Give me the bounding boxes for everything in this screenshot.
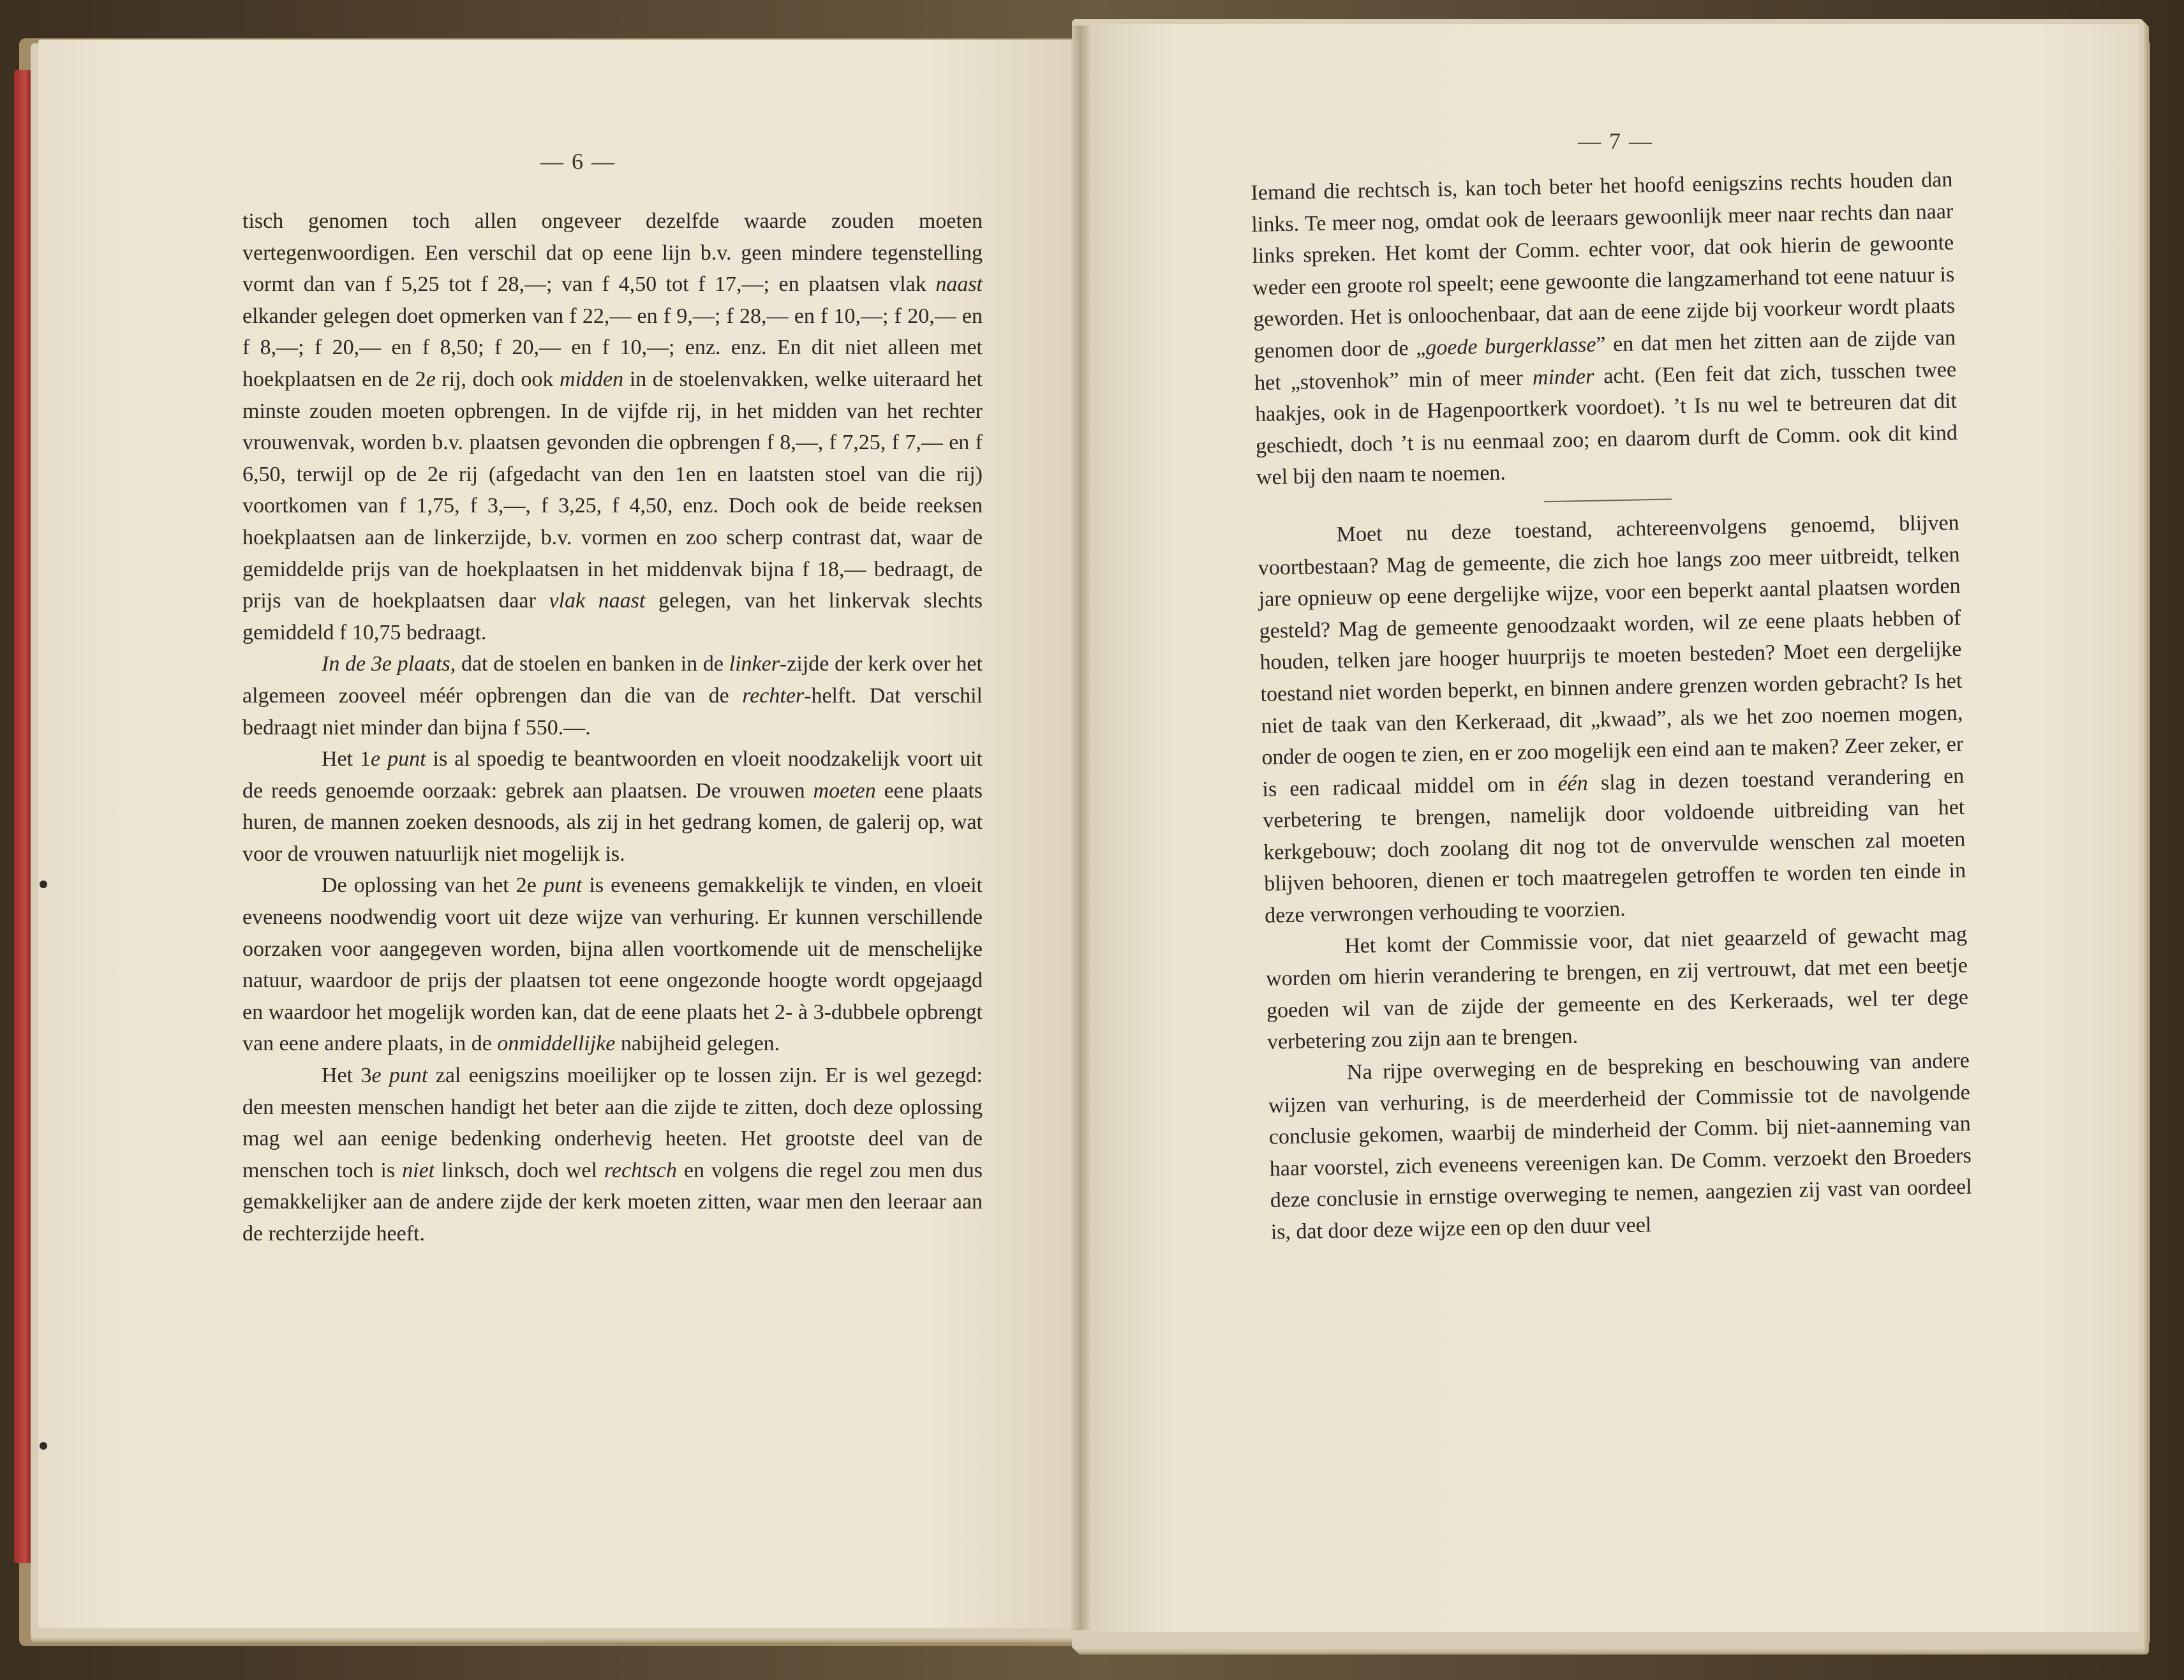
left-page-text <box>242 205 983 1250</box>
text-run: linksch, doch wel <box>435 1158 604 1182</box>
text-run: -helft. Dat verschil bedraagt niet minder dan bijna f 550.—. <box>242 683 983 740</box>
italic-text: onmiddellijke <box>497 1032 616 1056</box>
italic-text: één <box>1557 771 1589 796</box>
text-run: gelegen, van het linkervak slechts gemiddeld f 10,75 bedraagt. <box>242 589 983 644</box>
book-gutter <box>1071 26 1090 1630</box>
italic-text: linker <box>729 652 780 676</box>
paragraph <box>1265 918 1970 1058</box>
italic-text: niet <box>402 1158 435 1182</box>
edge-dot-mark <box>40 1442 47 1450</box>
italic-text: midden <box>560 367 624 391</box>
text-run: nabijheid gelegen. <box>615 1032 780 1056</box>
text-run: ” en dat men het zitten aan de zijde van het „stovenhok” min of meer <box>1254 325 1956 395</box>
text-run: , dat de stoelen en banken in de <box>450 652 729 676</box>
italic-text: rechter <box>742 683 805 708</box>
italic-text: vlak naast <box>549 589 646 613</box>
italic-text: e punt <box>371 1064 428 1088</box>
italic-text: e punt <box>371 747 426 771</box>
paragraph <box>242 205 983 648</box>
text-run: slag in dezen toestand verandering en verbetering te brengen, namelijk door voldoende uitbreiding van het kerkgebouw; doch zoolang dit nog tot de onvervulde wenschen zal moeten blijven behooren, dienen er toch maatregelen getroffen te worden ten einde in deze verwrongen verhouding te voorzien. <box>1263 764 1966 928</box>
italic-text: moeten <box>813 778 876 803</box>
italic-text: e <box>426 367 436 391</box>
paragraph <box>1251 164 1958 494</box>
text-run: -zijde der kerk over het algemeen zooveel méér opbrengen dan die van de <box>242 652 983 708</box>
text-run: is eveneens gemakkelijk te vinden, en vloeit eveneens noodwendig voort uit deze wijze van verhuring. Er kunnen verschillende oorzaken voor aangegeven worden, bijna allen voortkomende uit de menschelijke natuur, waardoor de prijs der plaatsen tot eene ongezonde hoogte wordt opgejaagd en waardoor het mogelijk worden kan, dat de eene plaats het 2- à 3-dubbele opbrengt van eene andere plaats, in de <box>242 873 983 1056</box>
text-run: Iemand die rechtsch is, kan toch beter het hoofd eenigszins rechts houden dan links. Te meer nog, omdat ook de leeraars gewoonlijk meer naar rechts dan naar links spreken. Het komt der Comm. echter voor, dat ook hierin de gewoonte weder een groote rol speelt; eene gewoonte die langzamerhand tot eene natuur is geworden. Het is onloochenbaar, dat aan de eene zijde bij voorkeur wordt plaats genomen door de „ <box>1251 167 1956 363</box>
italic-text: minder <box>1532 364 1594 390</box>
left-page <box>38 40 1080 1628</box>
red-spine-edge <box>14 70 32 1563</box>
paragraph <box>242 743 983 870</box>
text-run: zal eenigszins moeilijker op te lossen zijn. Er is wel gezegd: den meesten menschen handigt het beter aan die zijde te zitten, doch deze oplossing mag wel aan eenige bedenking onderhevig heeten. Het grootste deel van de menschen toch is <box>242 1064 983 1182</box>
text-run: acht. (Een feit dat zich, tusschen twee haakjes, ook in de Hagenpoortkerk voordoet). ’t Is nu wel te betreuren dat dit geschiedt, doch ’t is nu eenmaal zoo; en daarom durft de Comm. ook dit kind wel bij den naam te noemen. <box>1254 357 1958 490</box>
text-run: elkander gelegen doet opmerken van f 22,— en f 9,—; f 28,— en f 10,—; f 20,— en f 8,—; f 20,— en f 8,50; f 20,— en f 10,—; enz. enz. En dit niet alleen met hoekplaatsen en de 2 <box>242 304 983 391</box>
page-number-right: — 7 — <box>1578 128 1653 154</box>
text-run: Het 1 <box>322 747 371 771</box>
text-run: De oplossing van het 2e <box>322 873 544 898</box>
text-run: tisch genomen toch allen ongeveer dezelfde waarde zouden moeten vertegenwoordigen. Een verschil dat op eene lijn b.v. geen mindere tegenstelling vormt dan van f 5,25 tot f 28,—; van f 4,50 tot f 17,—; en plaatsen vlak <box>242 209 983 297</box>
paragraph <box>242 648 983 743</box>
paragraph <box>242 1060 983 1250</box>
right-page-text <box>1251 164 1973 1248</box>
section-divider <box>1544 498 1672 502</box>
edge-dot-mark <box>40 881 47 888</box>
italic-text: naast <box>935 272 983 297</box>
text-run: Het 3 <box>322 1064 372 1088</box>
text-run: Moet nu deze toestand, achtereenvolgens genoemd, blijven voortbestaan? Mag de gemeente, die zich hoe langs zoo meer uitbreidt, telken jare opnieuw op eene dergelijke wijze, voor een beperkt aantal plaatsen worden gesteld? Mag de gemeente genoodzaakt worden, wil ze eene plaats hebben of houden, telken jare hooger huurprijs te moeten besteden? Moet een dergelijke toestand niet worden beperkt, en binnen andere grenzen worden gebracht? Is het niet de taak van den Kerkeraad, dit „kwaad”, als we het zoo noemen mogen, onder de oogen te zien, en er zoo mogelijk een eind aan te maken? Zeer zeker, er is een radicaal middel om in <box>1258 510 1964 801</box>
paragraph <box>242 870 983 1060</box>
text-run: en volgens die regel zou men dus gemakkelijker aan de andere zijde der kerk moeten zitten, waar men den leeraar aan de rechterzijde heeft. <box>242 1158 983 1245</box>
paragraph <box>1268 1045 1973 1249</box>
text-run: Na rijpe overweging en de bespreking en beschouwing van andere wijzen van verhuring, is de meerderheid der Commissie tot de navolgende conclusie gekomen, waarbij de minderheid der Comm. bij niet-aanneming van haar voorstel, zich eveneens vereenigen kan. De Comm. verzoekt den Broeders deze conclusie in ernstige overweging te nemen, aangezien zij vast van oordeel is, dat door deze wijze een op den duur veel <box>1268 1048 1972 1244</box>
paragraph <box>1257 507 1966 932</box>
text-run: eene plaats huren, de mannen zoeken desnoods, als zij in het gedrang komen, de galerij op, wat voor de vrouwen natuurlijk niet mogelijk is. <box>242 778 983 866</box>
italic-text: rechtsch <box>604 1158 677 1182</box>
italic-text: punt <box>543 873 583 898</box>
page-number-left: — 6 — <box>540 149 616 174</box>
italic-text: In de 3e plaats <box>322 652 450 676</box>
italic-text: goede burgerklasse <box>1425 332 1596 360</box>
text-run: is al spoedig te beantwoorden en vloeit noodzakelijk voort uit de reeds genoemde oorzaak: gebrek aan plaatsen. De vrouwen <box>242 747 983 803</box>
right-page <box>1080 24 2139 1632</box>
text-run: Het komt der Commissie voor, dat niet geaarzeld of gewacht mag worden om hierin verandering te brengen, en zij vertrouwt, dat met een beetje goeden wil van de zijde der gemeente en des Kerkeraads, wel ter dege verbetering zou zijn aan te brengen. <box>1265 922 1969 1055</box>
text-run: in de stoelenvakken, welke uiteraard het minste zouden moeten opbrengen. In de vijfde rij, in het midden van het rechter vrouwenvak, worden b.v. plaatsen gevonden die opbrengen f 8,—, f 7,25, f 7,— en f 6,50, terwijl op de 2e rij (afgedacht van den 1en en laatsten stoel van die rij) voortkomen van f 1,75, f 3,—, f 3,25, f 4,50, enz. Doch ook de beide reeksen hoekplaatsen aan de linkerzijde, b.v. vormen en zoo scherp contrast dat, waar de gemiddelde prijs van de hoekplaatsen in het middenvak bijna f 18,— bedraagt, de prijs van de hoekplaatsen daar <box>242 367 983 613</box>
text-run: rij, doch ook <box>435 367 560 391</box>
